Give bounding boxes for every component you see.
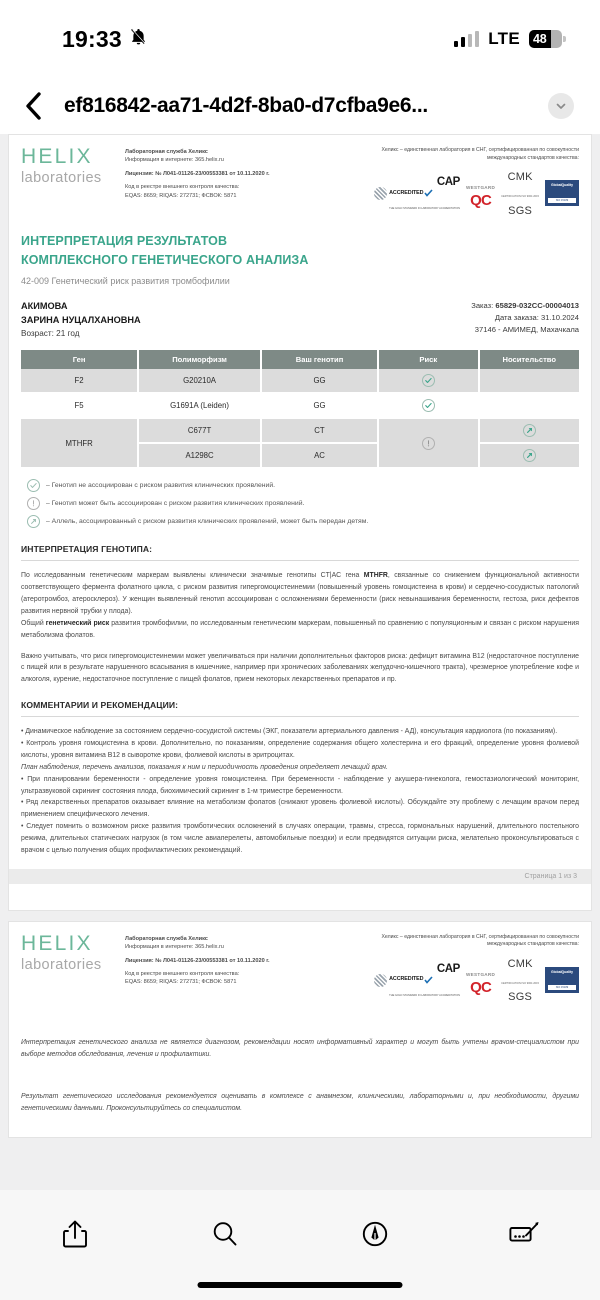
letterhead-right — [364, 932, 579, 1005]
cell-polymorphism: A1298C — [138, 443, 261, 468]
westgard-qc-badge — [466, 177, 495, 209]
table-row — [21, 418, 579, 443]
westgard-qc-text: QC — [470, 192, 492, 210]
order-date: Дата заказа: 31.10.2024 — [494, 313, 579, 322]
genetic-results-table — [21, 350, 579, 469]
page-title-line2: КОМПЛЕКСНОГО ГЕНЕТИЧЕСКОГО АНАЛИЗА — [21, 252, 309, 267]
certification-badges — [364, 955, 579, 1005]
section-divider — [21, 716, 579, 717]
letterhead-left — [21, 932, 270, 987]
letterhead — [21, 145, 579, 218]
westgard-qc-badge — [466, 964, 495, 996]
page-subtitle: 42-009 Генетический риск развития тромбофилии — [21, 275, 230, 286]
cap-tiny-text: THE GOLD STANDARD IN LABORATORY ACCREDITATION — [389, 994, 460, 998]
markup-pen-icon — [361, 1220, 389, 1248]
helix-logo — [21, 932, 115, 987]
annotate-icon — [509, 1221, 541, 1247]
helix-logo — [21, 145, 115, 200]
warning-circle-icon — [27, 497, 40, 510]
certification-badges — [364, 168, 579, 218]
clock-time: 19:33 — [62, 25, 122, 52]
network-type-label: LTE — [488, 29, 520, 48]
table-header-gene: Ген — [21, 350, 138, 369]
chevron-down-icon[interactable] — [548, 93, 574, 119]
lab-contact-info — [125, 145, 270, 200]
status-bar-right — [454, 29, 562, 49]
order-clinic: 37146 - АМИМЕД, Махачкала — [474, 325, 579, 335]
cell-polymorphism: G20210A — [138, 369, 261, 393]
certification-note: Хеликс – единственная лаборатория в СНГ, сертифицированная по совокупности международных стандартов качества: — [381, 933, 579, 948]
section-divider — [21, 560, 579, 561]
legend-item — [21, 512, 579, 530]
battery-indicator — [529, 30, 562, 48]
letterhead-right — [364, 145, 579, 218]
license-text: Лицензия: № Л041-01126-23/00553381 от 10.11.2020 г. — [125, 170, 270, 177]
order-number: 65829-032СС-00004013 — [495, 300, 579, 310]
navigation-bar — [0, 78, 600, 134]
logo-primary-text: HELIX — [21, 931, 93, 955]
recommendations-heading: КОММЕНТАРИИ И РЕКОМЕНДАЦИИ: — [21, 700, 179, 711]
order-block — [471, 300, 579, 337]
interp-p2-part-a: Общий — [21, 619, 46, 627]
cell-polymorphism: G1691A (Leiden) — [138, 393, 261, 418]
interpretation-paragraph-3: Важно учитывать, что риск гипергомоцистеинемии может увеличиваться при наличии дополнительных факторов риска: дефицит витамина B12 (недостаточное поступление с пищей или в результате нарушенного всасывания в кишечнике, например при хронических заболеваниях желудочно-кишечного тракта), чрезмерное употребление кофе и алкоголя, курение, недостаточное поступление с пищей фолатов, прием некоторых лекарственных препаратов и пр. — [21, 652, 579, 684]
document-page-1 — [8, 134, 592, 911]
bell-slash-icon — [129, 27, 148, 51]
check-circle-icon — [27, 479, 40, 492]
cell-carrier — [479, 393, 579, 418]
file-name-title: ef816842-aa71-4d2f-8ba0-d7cfba9e6... — [64, 94, 428, 117]
interp-p1-part-b: , связанные со снижением функциональной активности соответствующего фермента фолатного цикла, с риском развития гипергомоцистеинемии (повышенный уровень гомоцистеина в крови) и сердечно-сосудистых патологий (атеротромбоз, атеросклероз). У женщин выявленный генотип ассоциирован с осложнениями беременности (риск невынашивания беременности, гестоза, риск дефектов развития нервной трубки у плода). — [21, 572, 579, 615]
warning-circle-icon — [422, 437, 435, 450]
cell-genotype: GG — [261, 369, 378, 393]
disclaimer-paragraph-2: Результат генетического исследования рекомендуется оценивать в комплексе с анамнезом, клиническими, лабораторными и, при необходимости, другими генетическими данными. Проконсультируйтесь со специалистом. — [21, 1093, 579, 1112]
battery-percent-label: 48 — [533, 32, 547, 46]
cmk-top-text: CMK — [507, 171, 533, 184]
legend-text: – Генотип не ассоциирован с риском развития клинических проявлений. — [46, 481, 276, 489]
patient-surname: АКИМОВА — [21, 300, 68, 311]
cell-carrier — [479, 418, 579, 443]
disclaimer-paragraph-1: Интерпретация генетического анализа не является диагнозом, рекомендации носят информативный характер и могут быть учтены врачом-специалистом при выборе методов обследования, лечения и профилактики. — [21, 1039, 579, 1059]
interp-p1-bold: MTHFR — [363, 572, 388, 580]
legend-text: – Аллель, ассоциированный с риском развития клинических проявлений, может быть передан детям. — [46, 517, 369, 525]
recommendation-item: • При планировании беременности - определение уровня гомоцистеина. При беременности - наблюдение у акушера-гинеколога, гемостазиологический мониторинг, ультразвуковой скрининг состояния плода, биохимический скрининг в 1-м триместре беременности. — [21, 775, 579, 795]
letterhead-left — [21, 145, 270, 200]
logo-secondary-text: laboratories — [21, 170, 102, 187]
cell-gene: MTHFR — [21, 418, 138, 468]
search-icon — [211, 1220, 239, 1248]
arrow-circle-icon — [523, 424, 536, 437]
global-quality-bottom-text: ISO 15189 — [548, 198, 576, 203]
home-indicator — [198, 1282, 403, 1288]
annotate-button[interactable] — [497, 1212, 553, 1256]
cap-dna-icon — [374, 187, 387, 200]
cmk-bottom-text: SGS — [508, 204, 532, 217]
cmk-top-text: CMK — [507, 957, 533, 970]
cap-tiny-text: THE GOLD STANDARD IN LABORATORY ACCREDITATION — [389, 207, 460, 211]
lab-contact-info — [125, 932, 270, 987]
lab-service-name: Лабораторная служба Хеликс — [125, 149, 208, 155]
registry-codes: EQAS: 8659; RIQAS: 272731; ФСВОК: 5871 — [125, 979, 237, 986]
cell-gene: F2 — [21, 369, 138, 393]
check-mark-icon — [424, 976, 433, 984]
registry-codes: EQAS: 8659; RIQAS: 272731; ФСВОК: 5871 — [125, 192, 237, 199]
arrow-circle-icon — [27, 515, 40, 528]
legend-item — [21, 494, 579, 512]
interpretation-paragraph-2 — [21, 618, 579, 642]
page-number-label: Страница 1 из 3 — [524, 872, 577, 880]
interpretation-paragraph-1 — [21, 570, 579, 618]
interp-p2-bold: генетический риск — [45, 619, 110, 627]
cell-genotype: AC — [261, 443, 378, 468]
interp-p2-part-b: развития тромбофилии, по исследованным генетическим маркерам, повышенный по сравнению с популяционным и связан с риском нарушения метаболизма фолатов. — [21, 619, 579, 639]
search-button[interactable] — [197, 1212, 253, 1256]
check-circle-icon — [422, 374, 435, 387]
cmk-bottom-text: SGS — [508, 991, 532, 1004]
share-button[interactable] — [47, 1212, 103, 1256]
cell-genotype: GG — [261, 393, 378, 418]
global-quality-badge — [545, 180, 579, 206]
cell-risk — [378, 393, 478, 418]
cell-carrier — [479, 369, 579, 393]
page-footer-bar — [9, 869, 591, 884]
interpretation-heading: ИНТЕРПРЕТАЦИЯ ГЕНОТИПА: — [21, 544, 153, 555]
cmk-mid-text: CERTIFICATION ISO 9001:2015 — [501, 981, 539, 985]
cell-risk — [378, 369, 478, 393]
table-row — [21, 369, 579, 393]
lab-web-info: Информация в интернете: 365.helix.ru — [125, 944, 224, 951]
letterhead — [21, 932, 579, 1005]
table-header-carrier: Носительство — [479, 350, 579, 369]
patient-age: Возраст: 21 год — [21, 329, 80, 339]
arrow-circle-icon — [523, 449, 536, 462]
status-bar — [0, 0, 600, 78]
cap-dna-icon — [374, 974, 387, 987]
cell-carrier — [479, 443, 579, 468]
signal-strength-icon — [454, 31, 480, 47]
cap-accredited-badge — [374, 173, 460, 213]
cap-sub-text: ACCREDITED — [389, 189, 424, 196]
logo-secondary-text: laboratories — [21, 956, 102, 973]
patient-given-name: ЗАРИНА НУЦАЛХАНОВНА — [21, 314, 141, 325]
share-icon — [62, 1219, 88, 1249]
table-header-row — [21, 350, 579, 369]
table-header-risk: Риск — [378, 350, 478, 369]
document-page-2 — [8, 921, 592, 1138]
recommendation-item: • Следует помнить о возможном риске развития тромботических осложнений в случаях операции, травмы, стресса, гормональных нарушений, длительного постельного режима, длительных статических нагрузок (в том числе авиаперелеты, автомобильные поездки) и если предвидятся ситуации риска, желательно проконсультироваться с врачом с целью получения общих профилактических рекомендаций. — [21, 823, 579, 854]
patient-order-row — [21, 300, 579, 339]
bottom-toolbar — [0, 1190, 600, 1300]
back-button[interactable] — [22, 91, 46, 121]
check-circle-icon — [422, 399, 435, 412]
cap-sub-text: ACCREDITED — [389, 976, 424, 983]
recommendation-item: • Динамическое наблюдение за состоянием сердечно-сосудистой системы (ЭКГ, показатели артериального давления - АД), консультация кардиолога (по показаниям). — [21, 728, 558, 736]
westgard-top-text: WESTGARD — [465, 972, 496, 978]
table-header-genotype: Ваш генотип — [261, 350, 378, 369]
page-title — [21, 232, 579, 268]
westgard-top-text: WESTGARD — [465, 185, 496, 191]
cap-main-text: CAP — [436, 176, 460, 189]
cell-polymorphism: C677T — [138, 418, 261, 443]
pdf-viewer[interactable] — [0, 134, 600, 1190]
lab-web-info: Информация в интернете: 365.helix.ru — [125, 157, 224, 164]
legend-text: – Генотип может быть ассоциирован с риском развития клинических проявлений. — [46, 499, 305, 507]
logo-primary-text: HELIX — [21, 145, 93, 168]
global-quality-badge — [545, 967, 579, 993]
cell-risk — [378, 418, 478, 468]
patient-block — [21, 300, 141, 339]
global-quality-top-text: GlobalQuality — [550, 183, 574, 188]
recommendation-item: • Контроль уровня гомоцистеина в крови. Дополнительно, по показаниям, определение содержания общего холестерина и его фракций, определение уровня фолиевой кислоты, уровня витамина B12 в сыворотке крови, фолиевой кислоты в эритроцитах. — [21, 740, 579, 759]
cell-gene: F5 — [21, 393, 138, 418]
cmk-sgs-badge — [501, 955, 539, 1005]
page-title-line1: ИНТЕРПРЕТАЦИЯ РЕЗУЛЬТАТОВ — [21, 234, 228, 249]
status-bar-left — [62, 26, 148, 53]
cmk-sgs-badge — [501, 168, 539, 218]
recommendations-italic-note: План наблюдения, перечень анализов, показания к ним и периодичность проведения определяет лечащий врач. — [21, 763, 388, 771]
markup-button[interactable] — [347, 1212, 403, 1256]
table-legend — [21, 476, 579, 530]
cell-genotype: CT — [261, 418, 378, 443]
table-row — [21, 393, 579, 418]
recommendation-item: • Ряд лекарственных препаратов оказывает влияние на метаболизм фолатов (снижают уровень фолиевой кислоты). Обсуждайте эту проблему с лечащим врачом перед применением специфического лечения. — [21, 799, 579, 819]
license-text: Лицензия: № Л041-01126-23/00553381 от 10.11.2020 г. — [125, 957, 270, 964]
cap-accredited-badge — [374, 960, 460, 1000]
interp-p1-part-a: По исследованным генетическим маркерам выявлены клинически значимые генотипы CT|AC гена — [21, 572, 364, 580]
lab-service-name: Лабораторная служба Хеликс — [125, 935, 208, 942]
global-quality-top-text: GlobalQuality — [550, 970, 574, 975]
cap-main-text: CAP — [436, 963, 460, 976]
check-mark-icon — [424, 189, 433, 197]
certification-note: Хеликс – единственная лаборатория в СНГ, сертифицированная по совокупности международных стандартов качества: — [381, 147, 579, 161]
legend-item — [21, 476, 579, 494]
cmk-mid-text: CERTIFICATION ISO 9001:2015 — [501, 194, 539, 198]
registry-label: Код в реестре внешнего контроля качества: — [125, 970, 240, 977]
table-header-polymorphism: Полиморфизм — [138, 350, 261, 369]
westgard-qc-text: QC — [470, 979, 492, 997]
global-quality-bottom-text: ISO 15189 — [548, 985, 576, 990]
registry-label: Код в реестре внешнего контроля качества: — [125, 184, 240, 191]
order-label: Заказ: — [471, 300, 494, 310]
